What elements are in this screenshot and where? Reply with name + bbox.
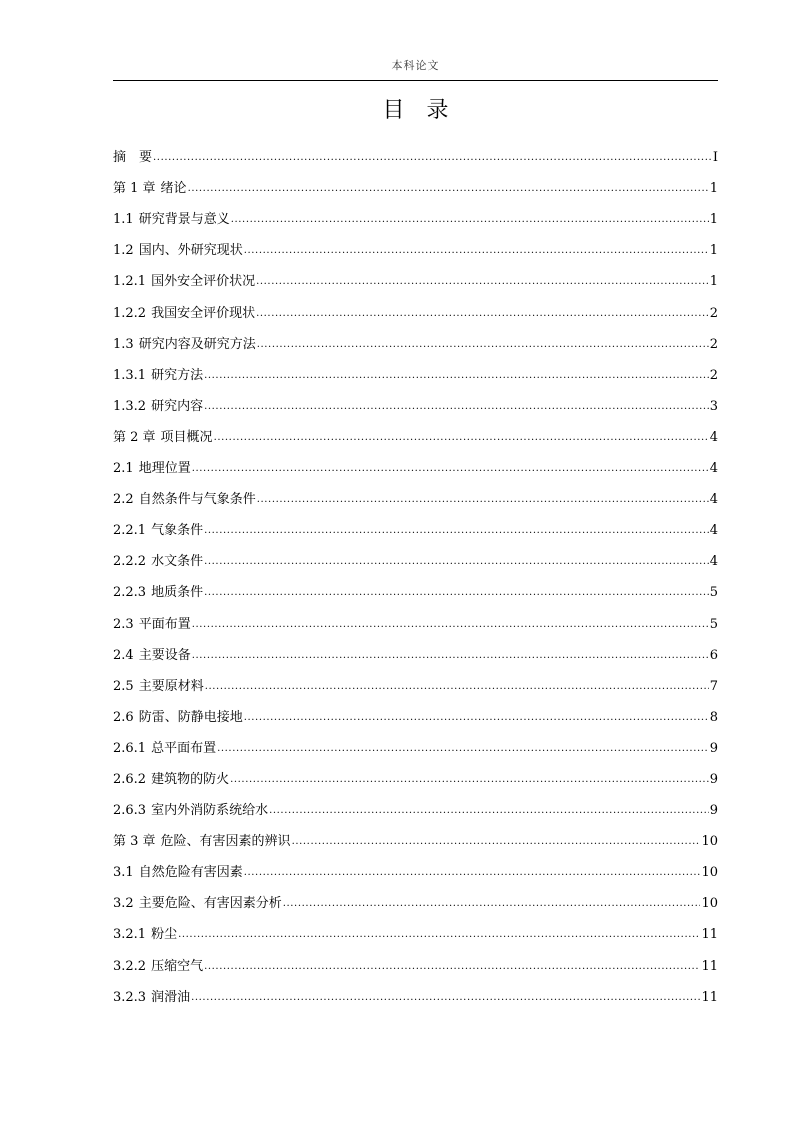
toc-entry-label [113,857,243,888]
toc-entry-page-number: 5 [709,616,718,632]
toc-entry-title: 项目概况 [160,429,213,445]
toc-entry-number: 2.2 [113,492,134,508]
toc-entry[interactable] [113,173,718,204]
toc-entry-number: 2.5 [113,678,134,694]
toc-entry-page-number: 2 [709,336,718,352]
toc-entry-page-number: 11 [701,989,718,1005]
toc-entry-page-number: 10 [701,865,718,881]
toc-entry[interactable] [113,950,718,981]
toc-dot-leader [257,484,709,515]
toc-entry[interactable] [113,671,718,702]
toc-entry-label [113,173,187,204]
toc-entry-page-number: I [712,150,718,166]
toc-entry-page-number: 8 [709,709,718,725]
toc-entry[interactable] [113,297,718,328]
toc-entry-page-number: 7 [709,678,718,694]
toc-entry-page-number: 1 [709,274,718,290]
toc-entry-number: 第 3 章 [113,834,156,850]
toc-entry-label [113,266,255,297]
toc-dot-leader [283,888,701,919]
toc-entry-number: 2.6.1 [113,740,147,756]
toc-entry-page-number: 9 [709,771,718,787]
toc-entry-number: 3.2 [113,896,134,912]
toc-entry-label [113,453,191,484]
toc-entry-number: 1.2.2 [113,305,147,321]
toc-entry-page-number: 5 [709,585,718,601]
toc-dot-leader [204,546,709,577]
toc-entry-title: 粉尘 [151,927,178,943]
toc-entry[interactable] [113,391,718,422]
toc-entry-page-number: 4 [709,523,718,539]
toc-entry-title: 室内外消防系统给水 [151,803,269,819]
toc-entry-number: 1.2 [113,243,134,259]
toc-dot-leader [153,142,712,173]
toc-entry-label [113,982,190,1013]
toc-entry-page-number: 1 [709,243,718,259]
toc-entry-label [113,764,229,795]
toc-entry[interactable] [113,204,718,235]
toc-entry-page-number: 4 [709,429,718,445]
toc-dot-leader [230,764,709,795]
toc-entry-label [113,204,230,235]
toc-entry-title: 防雷、防静电接地 [138,709,243,725]
toc-entry-title: 水文条件 [151,554,204,570]
toc-entry-label [113,329,256,360]
toc-dot-leader [204,577,709,608]
toc-entry-label [113,235,243,266]
toc-entry-label [113,671,204,702]
toc-entry-page-number: 2 [709,305,718,321]
toc-entry-number: 2.6.2 [113,771,147,787]
toc-dot-leader [257,329,709,360]
toc-dot-leader [256,266,709,297]
toc-dot-leader [204,391,709,422]
toc-entry[interactable] [113,577,718,608]
toc-entry-number: 3.1 [113,865,134,881]
toc-dot-leader [204,515,709,546]
toc-entry-number: 2.3 [113,616,134,632]
toc-entry-title: 压缩空气 [151,958,204,974]
toc-entry[interactable] [113,733,718,764]
toc-entry[interactable] [113,453,718,484]
toc-entry-title: 润滑油 [151,989,191,1005]
toc-entry-title: 研究内容 [151,398,204,414]
toc-entry-title: 平面布置 [138,616,191,632]
toc-entry-label [113,733,216,764]
toc-entry[interactable] [113,515,718,546]
toc-entry-number: 2.6.3 [113,803,147,819]
toc-entry-page-number: 4 [709,461,718,477]
toc-entry-title: 地理位置 [138,461,191,477]
toc-entry-title: 研究内容及研究方法 [138,336,256,352]
toc-entry-number: 2.2.2 [113,554,147,570]
toc-dot-leader [204,360,709,391]
toc-entry-page-number: 10 [701,896,718,912]
toc-entry-title: 我国安全评价现状 [151,305,256,321]
toc-dot-leader [244,857,701,888]
toc-entry-title: 主要原材料 [138,678,204,694]
toc-entry-title: 自然危险有害因素 [138,865,243,881]
toc-entry[interactable] [113,608,718,639]
toc-entry-title: 气象条件 [151,523,204,539]
toc-entry-label [113,484,256,515]
toc-entry-number: 1.3.1 [113,367,147,383]
toc-entry-page-number: 9 [709,740,718,756]
toc-entry-page-number: 10 [701,834,718,850]
toc-entry[interactable] [113,702,718,733]
toc-entry-page-number: 2 [709,367,718,383]
toc-dot-leader [191,982,700,1013]
toc-entry[interactable] [113,888,718,919]
toc-entry-title: 自然条件与气象条件 [138,492,256,508]
toc-entry-label [113,919,177,950]
toc-entry-number: 第 1 章 [113,181,156,197]
toc-entry-title: 主要设备 [138,647,191,663]
toc-dot-leader [192,640,709,671]
toc-entry-number: 2.6 [113,709,134,725]
toc-dot-leader [205,671,709,702]
toc-entry-label [113,951,203,982]
toc-entry-label [113,298,255,329]
toc-entry-number: 2.1 [113,461,134,477]
toc-entry[interactable] [113,795,718,826]
toc-entry[interactable] [113,826,718,857]
toc-entry[interactable] [113,142,718,173]
toc-dot-leader [244,702,709,733]
toc-entry[interactable] [113,484,718,515]
toc-entry-page-number: 6 [709,647,718,663]
toc-entry-page-number: 11 [701,927,718,943]
header-rule [113,80,718,81]
toc-entry-number: 3.2.3 [113,989,147,1005]
toc-entry-label [113,702,243,733]
toc-entry[interactable] [113,546,718,577]
toc-entry-label [113,577,203,608]
toc-entry-number: 第 2 章 [113,429,156,445]
toc-entry-number: 2.2.3 [113,585,147,601]
toc-entry-page-number: 3 [709,398,718,414]
toc-entry-page-number: 4 [709,554,718,570]
toc-dot-leader [192,609,709,640]
toc-entry-title: 绪论 [160,181,187,197]
toc-entry-label [113,391,203,422]
toc-dot-leader [244,235,709,266]
toc-entry-number: 2.4 [113,647,134,663]
toc-entry-label [113,888,282,919]
toc-entry[interactable] [113,919,718,950]
toc-entry[interactable] [113,764,718,795]
toc-dot-leader [214,422,709,453]
toc-entry-label [113,826,291,857]
toc-entry-title: 研究背景与意义 [138,212,230,228]
toc-dot-leader [231,204,709,235]
toc-entry-number: 1.3 [113,336,134,352]
toc-dot-leader [178,919,700,950]
toc-dot-leader [256,298,709,329]
toc-dot-leader [217,733,709,764]
toc-entry-title: 地质条件 [151,585,204,601]
toc-entry-title: 摘 要 [113,150,153,166]
toc-entry[interactable] [113,360,718,391]
toc-entry-title: 研究方法 [151,367,204,383]
toc-entry-number: 1.2.1 [113,274,147,290]
toc-dot-leader [192,453,709,484]
toc-dot-leader [292,826,701,857]
toc-entry-number: 3.2.2 [113,958,147,974]
toc-entry-label [113,515,203,546]
toc-entry-title: 建筑物的防火 [151,771,230,787]
toc-entry-page-number: 1 [709,212,718,228]
toc-entry-page-number: 9 [709,803,718,819]
toc-entry-label [113,640,191,671]
toc-entry-page-number: 4 [709,492,718,508]
toc-entry-number: 2.2.1 [113,523,147,539]
toc-entry-page-number: 11 [701,958,718,974]
toc-entry[interactable] [113,640,718,671]
toc-entry-title: 危险、有害因素的辨识 [160,834,291,850]
toc-entry-page-number: 1 [709,181,718,197]
toc-entry-number: 3.2.1 [113,927,147,943]
toc-entry-title: 主要危险、有害因素分析 [138,896,282,912]
toc-entry-title: 国外安全评价状况 [151,274,256,290]
toc-entry-label [113,609,191,640]
toc-entry-number: 1.1 [113,212,134,228]
toc-entry-label [113,142,152,173]
toc-entry[interactable] [113,235,718,266]
toc-entry-title: 总平面布置 [151,740,217,756]
toc-entry-number: 1.3.2 [113,398,147,414]
toc-entry[interactable] [113,982,718,1013]
toc-dot-leader [204,951,700,982]
toc-dot-leader [188,173,709,204]
toc-entry-label [113,360,203,391]
toc-entry-label [113,546,203,577]
toc-dot-leader [269,795,709,826]
toc-entry[interactable] [113,329,718,360]
toc-entry[interactable] [113,266,718,297]
running-header: 本科论文 [391,59,440,72]
toc-entry-label [113,422,213,453]
toc-list [113,142,718,1013]
toc-entry[interactable] [113,857,718,888]
toc-entry-title: 国内、外研究现状 [138,243,243,259]
toc-entry-label [113,795,268,826]
toc-entry[interactable] [113,422,718,453]
toc-title: 目录 [382,98,471,123]
